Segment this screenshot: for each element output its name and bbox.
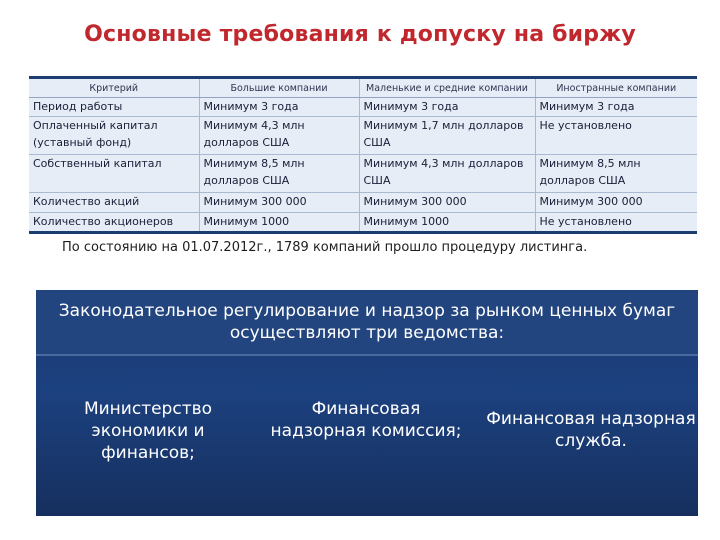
table-cell: Период работы <box>29 98 199 117</box>
table-cell: Минимум 1000 <box>199 212 359 231</box>
table-cell: Количество акций <box>29 193 199 212</box>
column-header: Иностранные компании <box>535 79 697 98</box>
table-row <box>29 155 697 193</box>
table-cell: Собственный капитал <box>29 155 199 193</box>
table-cell: Минимум 4,3 млн долларов США <box>359 155 535 193</box>
table-cell: Минимум 4,3 млн долларов США <box>199 117 359 155</box>
table-row <box>29 98 697 117</box>
table-cell: Количество акционеров <box>33 214 174 228</box>
table-cell: Минимум 300 000 <box>199 193 359 212</box>
slide-title: Основные требования к допуску на биржу <box>84 22 636 47</box>
table-header-row <box>29 79 697 98</box>
table-cell: Минимум 3 года <box>199 98 359 117</box>
column-header: Большие компании <box>199 79 359 98</box>
requirements-table <box>29 76 697 234</box>
table-cell: Минимум 300 000 <box>535 193 697 212</box>
table-row <box>29 193 697 212</box>
table-cell: Оплаченный капитал (уставный фонд) <box>29 117 199 155</box>
panel-heading: Законодательное регулирование и надзор за рынком ценных бумаг осуществляют три ведомства: <box>36 290 698 356</box>
column-header: Критерий <box>29 79 199 98</box>
table-row <box>29 117 697 155</box>
table-row <box>29 212 697 231</box>
table-cell: Минимум 3 года <box>535 98 697 117</box>
table-cell: Минимум 1000 <box>359 212 535 231</box>
column-header: Маленькие и средние компании <box>359 79 535 98</box>
regulation-panel <box>36 290 698 516</box>
table-cell: Минимум 8,5 млн долларов США <box>535 155 697 193</box>
table-cell: Минимум 1,7 млн долларов США <box>359 117 535 155</box>
agency-commission: Финансовая надзорная комиссия; <box>270 399 462 441</box>
agency-ministry: Министерство экономики и финансов; <box>83 399 213 463</box>
listing-note: По состоянию на 01.07.2012г., 1789 компаний прошло процедуру листинга. <box>62 240 588 255</box>
table-cell: Минимум 3 года <box>359 98 535 117</box>
table-cell: Не установлено <box>535 212 697 231</box>
agency-service: Финансовая надзорная служба. <box>486 409 696 451</box>
table-cell: Минимум 8,5 млн долларов США <box>199 155 359 193</box>
table-cell: Минимум 300 000 <box>359 193 535 212</box>
table-cell: Не установлено <box>535 117 697 155</box>
